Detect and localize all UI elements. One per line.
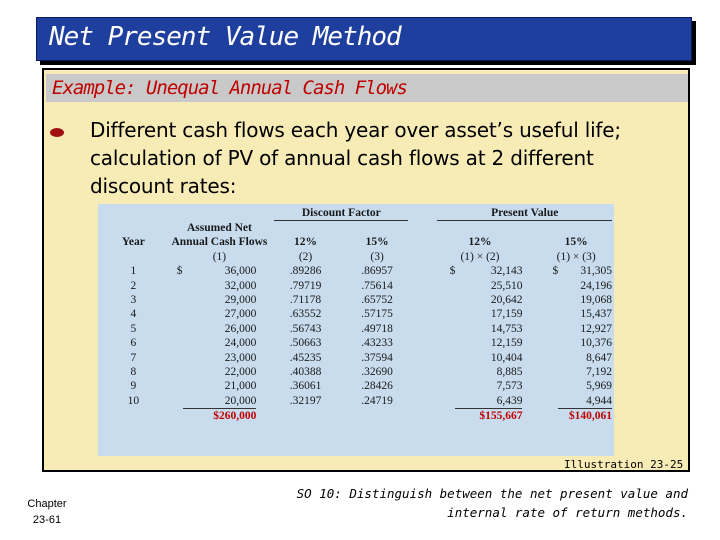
- chapter-title: Chapter: [27, 498, 67, 510]
- cell-cf-sym: [165, 336, 183, 350]
- col-header-pv12: 12%: [468, 236, 492, 249]
- cell-pv15: 12,927: [580, 322, 612, 335]
- cell-df12: .36061: [289, 380, 322, 393]
- table-body: [102, 264, 612, 409]
- table-code-row: [102, 250, 612, 264]
- table-row: [102, 336, 612, 350]
- col-header-df15: 15%: [365, 236, 389, 249]
- table-header-row-2: [102, 235, 612, 249]
- table-header-row-1: [102, 221, 612, 235]
- cell-cf-sym: [165, 379, 183, 393]
- slide-title: Net Present Value Method: [49, 22, 401, 52]
- cell-pv12-sym: $: [449, 265, 456, 278]
- table-row: [102, 394, 612, 409]
- content-panel: [42, 68, 690, 472]
- cell-pv12: 14,753: [490, 322, 523, 335]
- cell-pv12-sym: [437, 351, 455, 365]
- table-total-row: [102, 409, 612, 424]
- example-heading-bar: [46, 74, 688, 102]
- table-row: [102, 322, 612, 336]
- cell-cf-sym: [165, 279, 183, 293]
- cell-pv12-sym: [437, 394, 455, 409]
- cell-df15: .43233: [361, 337, 393, 350]
- cell-year: 8: [130, 365, 137, 378]
- cell-year: 4: [130, 308, 137, 321]
- cell-pv15: 7,192: [586, 365, 612, 378]
- cell-pv15-sym: $: [552, 265, 559, 278]
- cell-pv12-sym: [437, 307, 455, 321]
- cell-pv15-sym: [540, 394, 558, 409]
- chapter-page: 23-61: [32, 514, 62, 526]
- cell-pv15: 4,944: [558, 394, 612, 409]
- cell-pv15-sym: [540, 322, 558, 336]
- code-df15: (3): [370, 250, 384, 263]
- cell-cf: 24,000: [224, 337, 257, 350]
- cell-df12: .45235: [289, 351, 322, 364]
- cell-pv12: 20,642: [490, 293, 523, 306]
- col-header-df12: 12%: [294, 236, 318, 249]
- cell-df15: .32690: [361, 365, 393, 378]
- cell-df12: .40388: [289, 365, 322, 378]
- cell-pv15-sym: [540, 279, 558, 293]
- group-header-discount-factor: Discount Factor: [274, 206, 408, 221]
- cell-cf-sym: [165, 322, 183, 336]
- col-header-year: Year: [121, 236, 145, 249]
- cell-pv12: 6,439: [455, 394, 522, 409]
- cell-cf: 23,000: [224, 351, 257, 364]
- cell-pv15-sym: [540, 293, 558, 307]
- cell-pv12-sym: [437, 365, 455, 379]
- code-cash-flow: (1): [212, 250, 227, 263]
- cell-df15: .86957: [361, 265, 393, 278]
- table-row: [102, 264, 612, 278]
- cell-pv15: 24,196: [580, 279, 612, 292]
- cell-pv15: 10,376: [580, 337, 612, 350]
- cell-df15: .49718: [361, 322, 393, 335]
- cash-flow-table-panel: [98, 204, 614, 456]
- cell-df12: .63552: [289, 308, 322, 321]
- cell-year: 9: [130, 380, 137, 393]
- cell-cf-sym: [165, 365, 183, 379]
- group-header-present-value: Present Value: [437, 206, 612, 221]
- cell-year: 6: [130, 337, 137, 350]
- cell-pv12: 10,404: [490, 351, 523, 364]
- cell-pv15: 8,647: [586, 351, 612, 364]
- cell-cf-sym: $: [176, 265, 183, 278]
- table-row: [102, 351, 612, 365]
- study-objective: [228, 484, 688, 522]
- cell-df12: .79719: [289, 279, 322, 292]
- cell-df15: .65752: [361, 293, 393, 306]
- cell-year: 10: [127, 395, 140, 408]
- cell-pv15-sym: [540, 351, 558, 365]
- table-row: [102, 307, 612, 321]
- cell-df12: .32197: [289, 395, 322, 408]
- cell-cf: 21,000: [224, 380, 257, 393]
- cell-cf: 32,000: [224, 279, 257, 292]
- cell-df12: .50663: [289, 337, 322, 350]
- total-pv15: $140,061: [568, 410, 612, 423]
- bullet-text: Different cash flows each year over asset’s useful life; calculation of PV of annual cash flows at 2 different discount rates:: [90, 118, 621, 198]
- cell-cf: 36,000: [224, 265, 257, 278]
- cell-pv12-sym: [437, 279, 455, 293]
- cell-df15: .37594: [361, 351, 393, 364]
- table-row: [102, 279, 612, 293]
- cell-pv15-sym: [540, 307, 558, 321]
- col-header-cash-flow-line1: Assumed Net: [186, 221, 252, 234]
- cell-pv12: 25,510: [490, 279, 523, 292]
- cell-pv15: 5,969: [586, 380, 612, 393]
- cell-pv12: 17,159: [490, 308, 523, 321]
- code-df12: (2): [298, 250, 313, 263]
- col-header-cash-flow-line2: Annual Cash Flows: [171, 236, 268, 249]
- title-bar: [36, 17, 692, 61]
- cell-cf-sym: [165, 394, 183, 409]
- cell-year: 3: [130, 293, 137, 306]
- total-cash-flow: $260,000: [213, 410, 257, 423]
- cell-df12: .71178: [289, 293, 322, 306]
- table-row: [102, 379, 612, 393]
- cell-cf: 29,000: [224, 293, 257, 306]
- cell-pv15: 19,068: [580, 293, 612, 306]
- cell-pv12: 8,885: [496, 365, 523, 378]
- cell-pv12: 32,143: [490, 265, 523, 278]
- cell-df15: .24719: [361, 395, 393, 408]
- cell-pv12-sym: [437, 293, 455, 307]
- cell-cf: 20,000: [183, 394, 257, 409]
- chapter-label: [18, 496, 76, 528]
- bullet-icon: [50, 128, 64, 137]
- cell-df12: .56743: [289, 322, 322, 335]
- illustration-label: Illustration 23-25: [564, 458, 684, 471]
- cell-pv12: 12,159: [490, 337, 523, 350]
- study-objective-line1: SO 10: Distinguish between the net present value and: [296, 486, 688, 501]
- cell-year: 1: [130, 265, 137, 278]
- cell-df12: .89286: [289, 265, 322, 278]
- cell-cf-sym: [165, 351, 183, 365]
- code-pv15: (1) × (3): [556, 250, 596, 263]
- cell-df15: .28426: [361, 380, 393, 393]
- cell-year: 2: [130, 279, 137, 292]
- cell-pv12: 7,573: [496, 380, 523, 393]
- cell-cf: 27,000: [224, 308, 257, 321]
- total-pv12: $155,667: [479, 410, 523, 423]
- code-pv12: (1) × (2): [460, 250, 500, 263]
- cell-year: 5: [130, 322, 137, 335]
- table-row: [102, 293, 612, 307]
- cell-pv12-sym: [437, 322, 455, 336]
- study-objective-line2: internal rate of return methods.: [447, 505, 688, 520]
- cell-pv12-sym: [437, 336, 455, 350]
- cell-cf-sym: [165, 293, 183, 307]
- cell-cf: 26,000: [224, 322, 257, 335]
- example-heading: Example: Unequal Annual Cash Flows: [52, 77, 407, 99]
- table-header-group-row: [102, 206, 612, 221]
- cell-cf: 22,000: [224, 365, 257, 378]
- cell-df15: .57175: [361, 308, 393, 321]
- col-header-pv15: 15%: [564, 236, 588, 249]
- cell-year: 7: [130, 351, 137, 364]
- cell-df15: .75614: [361, 279, 393, 292]
- cell-pv15-sym: [540, 379, 558, 393]
- cash-flow-table: [102, 206, 612, 424]
- cell-pv15-sym: [540, 365, 558, 379]
- cell-cf-sym: [165, 307, 183, 321]
- cell-pv15: 15,437: [580, 308, 612, 321]
- table-row: [102, 365, 612, 379]
- cell-pv12-sym: [437, 379, 455, 393]
- cell-pv15: 31,305: [580, 265, 612, 278]
- cell-pv15-sym: [540, 336, 558, 350]
